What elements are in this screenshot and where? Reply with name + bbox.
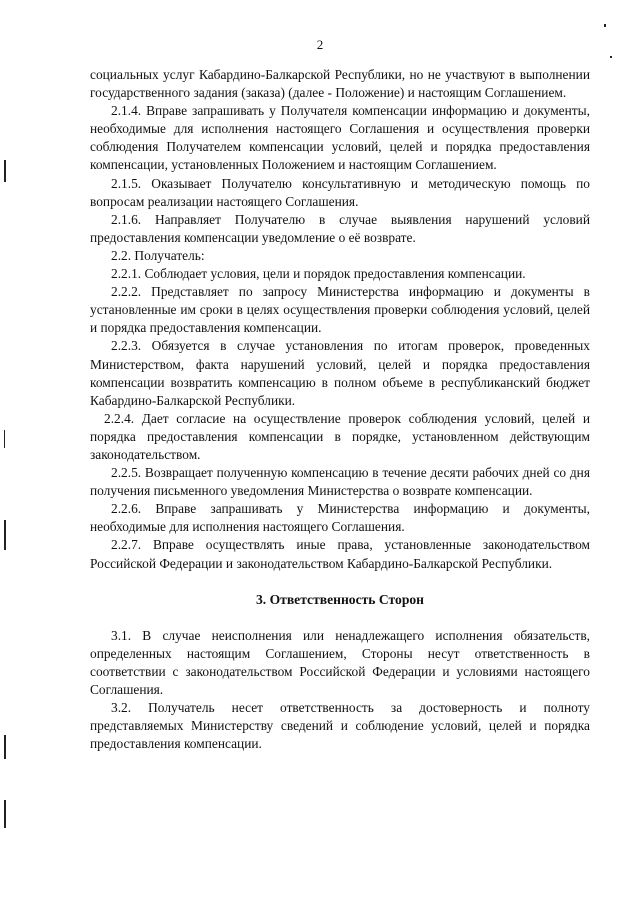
- paragraph-continuation: социальных услуг Кабардино-Балкарской Республики, но не участвуют в выполнении государственного задания (заказа) (далее - Положение) и настоящим Соглашением.: [90, 67, 590, 101]
- scan-mark-left-3: [4, 520, 6, 550]
- paragraph-2-2-2: 2.2.2. Представляет по запросу Министерства информацию и документы в установленные им сроки в целях осуществления проверки соблюдения условий, целей и порядка предоставления компенсации.: [90, 284, 590, 336]
- scan-mark-left-5: [4, 800, 6, 828]
- paragraph-3-1: 3.1. В случае неисполнения или ненадлежащего исполнения обязательств, определенных настоящим Соглашением, Стороны несут ответственность в соответствии с законодательством Российской Федерации и условиями настоящего Соглашения.: [90, 627, 590, 697]
- page-number: 2: [316, 37, 324, 52]
- scan-mark-left-2: [4, 430, 5, 448]
- paragraph-2-2-7: 2.2.7. Вправе осуществлять иные права, установленные законодательством Российской Федерации и законодательством Кабардино-Балкарской Республики.: [90, 537, 590, 571]
- scan-mark-left-4: [4, 735, 6, 759]
- paragraph-2-1-4: 2.1.4. Вправе запрашивать у Получателя компенсации информацию и документы, необходимые для исполнения настоящего Соглашения и осуществления проверки соблюдения Получателем компенсации условий, целей и порядка предоставления компенсации, установленных Положением и настоящим Соглашением.: [90, 103, 590, 173]
- section-heading: 3. Ответственность Сторон: [255, 591, 425, 607]
- scan-mark-left-1: [4, 160, 6, 182]
- scan-mark-right-1: [604, 24, 606, 27]
- paragraph-2-2: 2.2. Получатель:: [111, 247, 205, 263]
- paragraph-2-2-4: 2.2.4. Дает согласие на осуществление проверок соблюдения условий, целей и порядка предоставления компенсации в порядке, установленном действующим законодательством.: [90, 410, 590, 462]
- paragraph-2-2-6: 2.2.6. Вправе запрашивать у Министерства информацию и документы, необходимые для исполнения настоящего Соглашения.: [90, 501, 590, 535]
- paragraph-2-1-5: 2.1.5. Оказывает Получателю консультативную и методическую помощь по вопросам реализации настоящего Соглашения.: [90, 175, 590, 209]
- paragraph-2-2-3: 2.2.3. Обязуется в случае установления по итогам проверок, проведенных Министерством, факта нарушений условий, целей и порядка предоставления компенсации возвратить компенсацию в полном объеме в республиканский бюджет Кабардино-Балкарской Республики.: [90, 338, 590, 408]
- scan-mark-right-2: [610, 56, 612, 58]
- paragraph-2-1-6: 2.1.6. Направляет Получателю в случае выявления нарушений условий предоставления компенсации уведомление о её возврате.: [90, 211, 590, 245]
- paragraph-2-2-5: 2.2.5. Возвращает полученную компенсацию в течение десяти рабочих дней со дня получения письменного уведомления Министерства о возврате компенсации.: [90, 465, 590, 499]
- paragraph-3-2: 3.2. Получатель несет ответственность за достоверность и полноту представляемых Министерству сведений и соблюдение условий, целей и порядка предоставления компенсации.: [90, 700, 590, 752]
- paragraph-2-2-1: 2.2.1. Соблюдает условия, цели и порядок предоставления компенсации.: [111, 266, 526, 282]
- document-body: [90, 66, 590, 753]
